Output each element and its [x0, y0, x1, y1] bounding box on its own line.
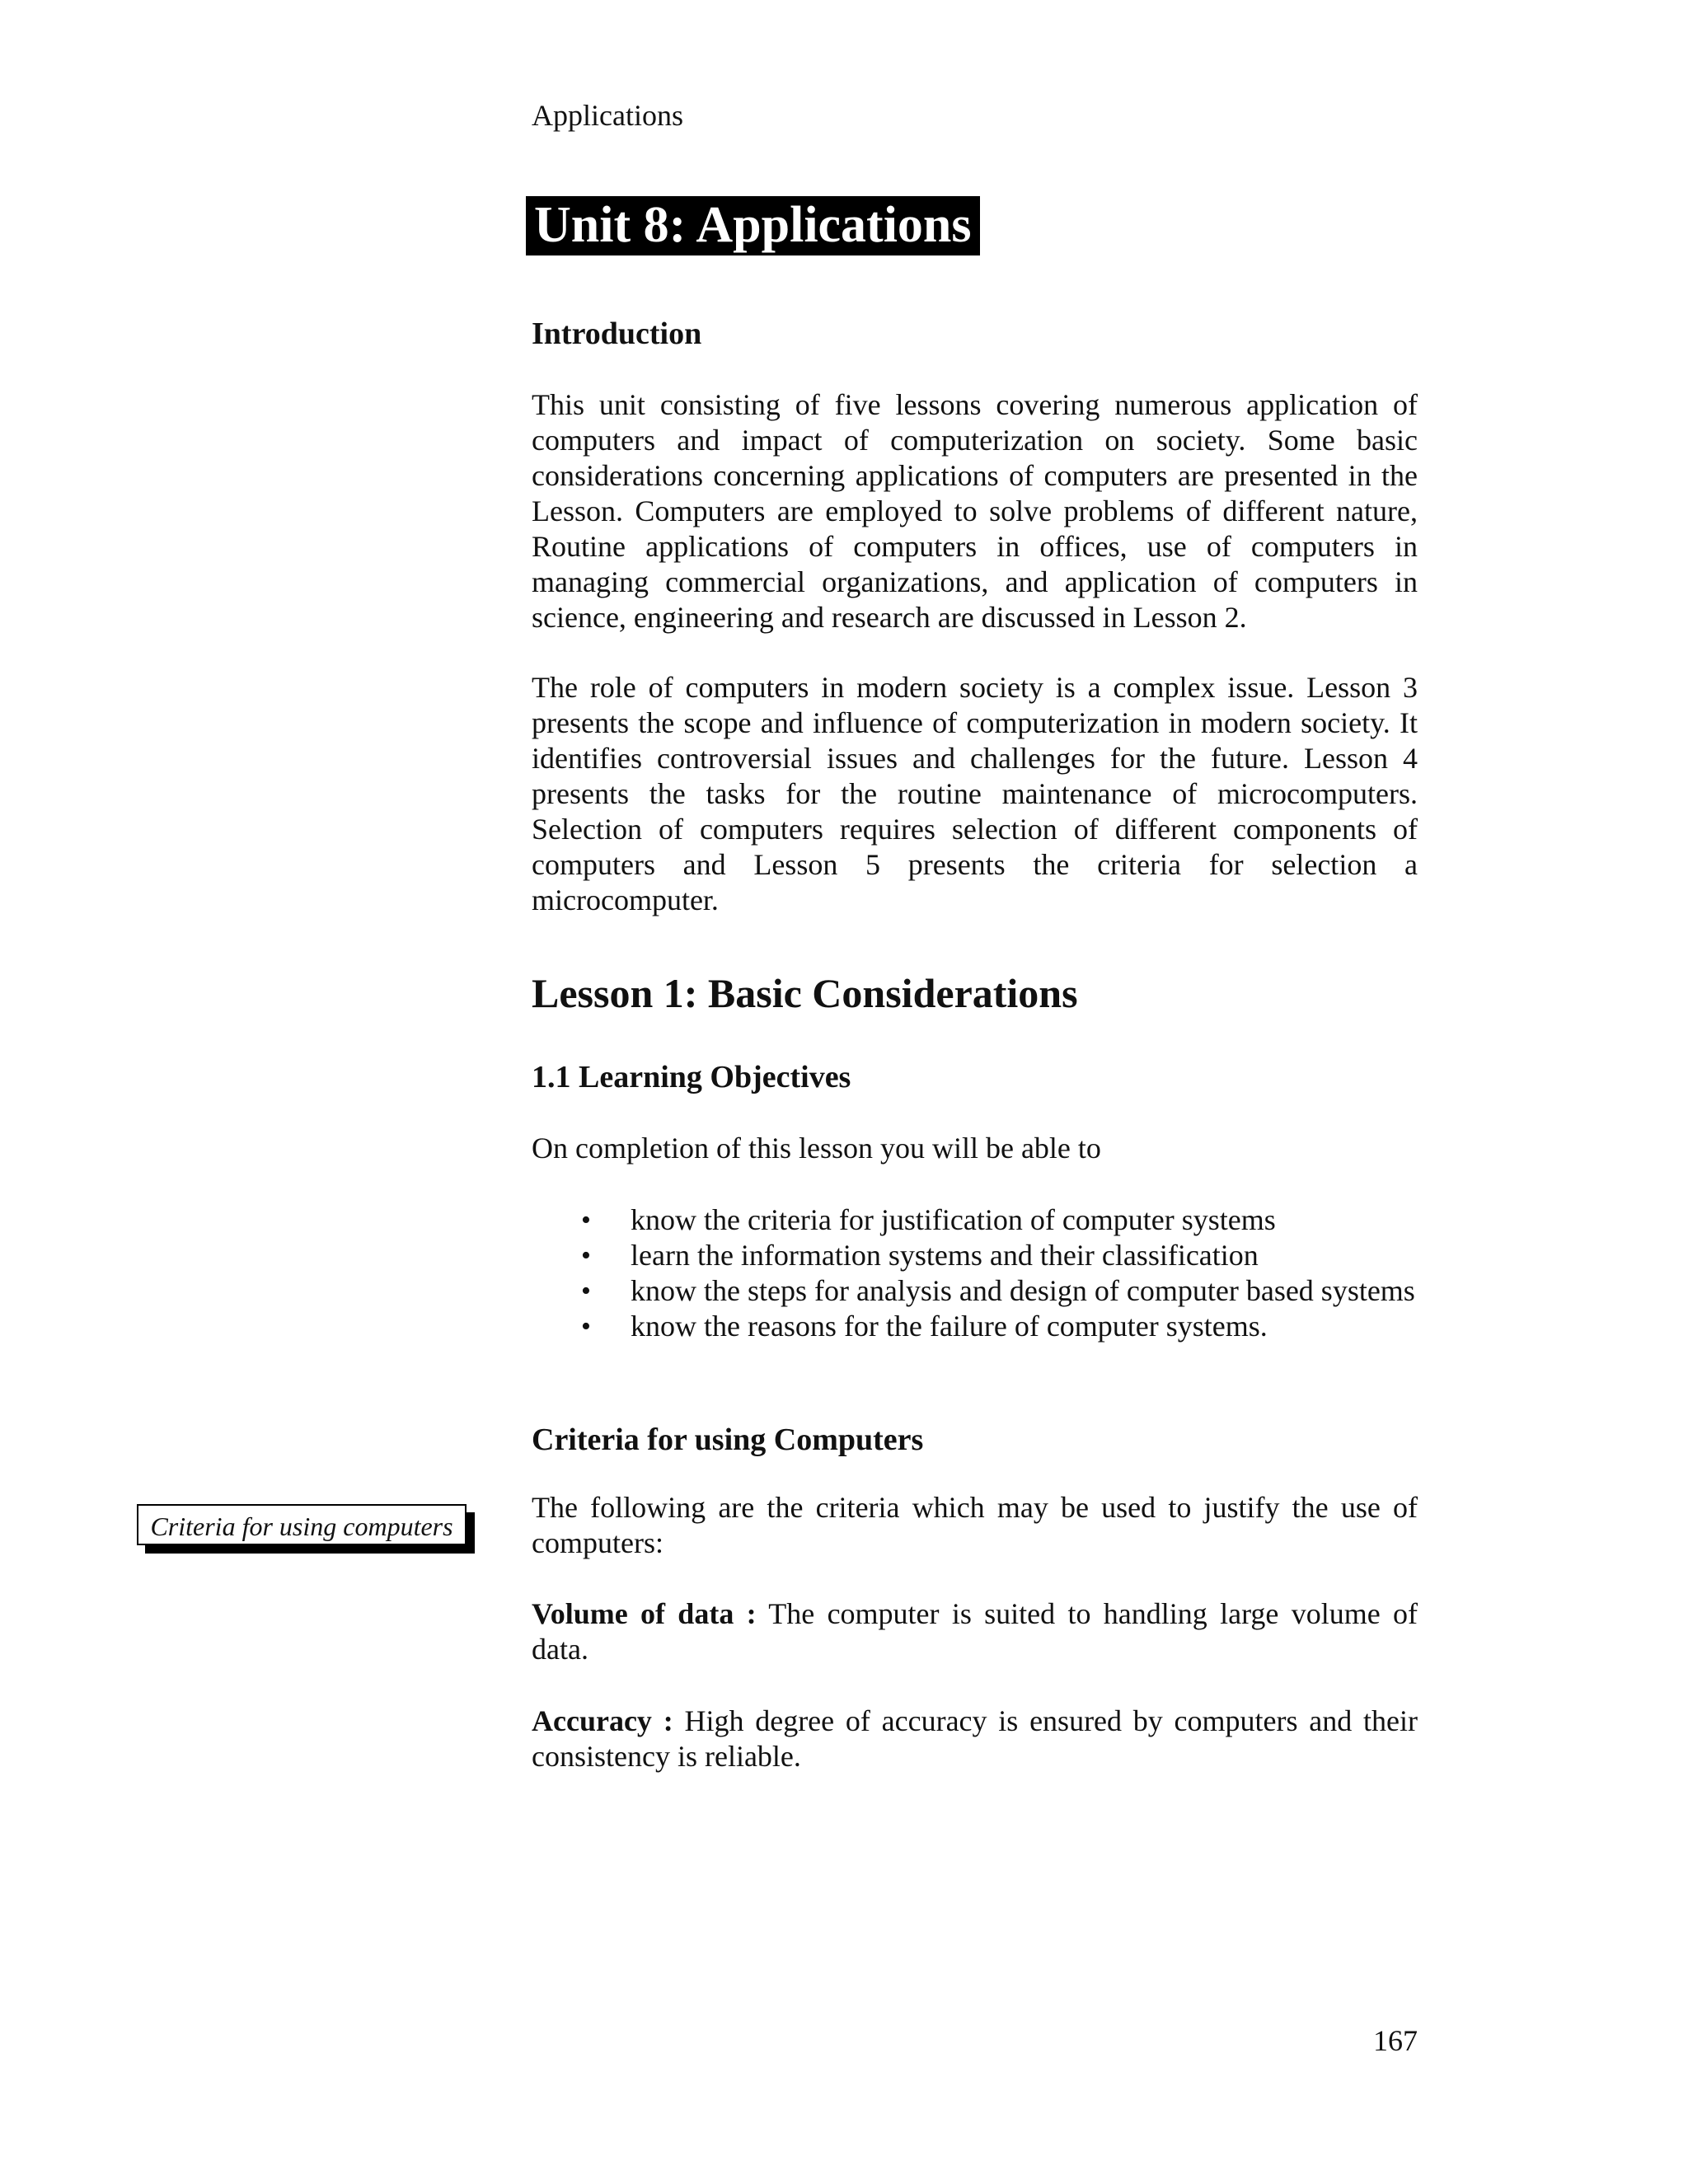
margin-note: Criteria for using computers: [137, 1504, 467, 1545]
criterion-accuracy: [532, 1704, 1418, 1774]
list-item: [532, 1238, 1418, 1273]
list-item: [532, 1273, 1418, 1309]
running-head: Applications: [532, 99, 683, 132]
list-item: [532, 1309, 1418, 1344]
introduction-paragraph-2: The role of computers in modern society is a complex issue. Lesson 3 presents the scope and influence of computerization in modern society. It identifies controversial issues and challenges for the future. Lesson 4 presents the tasks for the routine maintenance of microcomputers. Selection of computers requires selection of different components of computers and Lesson 5 presents the criteria for selection a microcomputer.: [532, 671, 1418, 916]
bullet-icon: •: [581, 1240, 591, 1271]
list-item-text: learn the information systems and their classification: [631, 1239, 1259, 1272]
criteria-heading: Criteria for using Computers: [532, 1422, 924, 1457]
criterion-label: Volume of data :: [532, 1597, 757, 1630]
criterion-label: Accuracy :: [532, 1704, 673, 1737]
introduction-heading: Introduction: [532, 316, 702, 351]
objectives-heading: 1.1 Learning Objectives: [532, 1060, 851, 1094]
list-item: [532, 1202, 1418, 1238]
objectives-list: [532, 1202, 1418, 1344]
page-number: 167: [1373, 2024, 1418, 2057]
bullet-icon: •: [581, 1311, 591, 1342]
list-item-text: know the criteria for justification of computer systems: [631, 1203, 1276, 1236]
introduction-paragraph-1: This unit consisting of five lessons covering numerous application of computers and impact of computerization on society. Some basic considerations concerning applications of computers are presented in the Lesson. Computers are employed to solve problems of different nature, Routine applications of computers in offices, use of computers in managing commercial organizations, and application of computers in science, engineering and research are discussed in Lesson 2.: [532, 388, 1418, 634]
bullet-icon: •: [581, 1276, 591, 1306]
lesson-title: Lesson 1: Basic Considerations: [532, 970, 1078, 1016]
bullet-icon: •: [581, 1205, 591, 1235]
criterion-volume-of-data: [532, 1596, 1418, 1667]
unit-title: Unit 8: Applications: [526, 196, 980, 255]
criteria-intro: The following are the criteria which may be used to justify the use of computers:: [532, 1491, 1418, 1559]
criterion-text: High degree of accuracy is ensured by computers and their consistency is reliable.: [532, 1704, 1418, 1773]
criterion-text: The computer is suited to handling large volume of data.: [532, 1597, 1418, 1666]
list-item-text: know the reasons for the failure of computer systems.: [631, 1310, 1268, 1343]
list-item-text: know the steps for analysis and design of computer based systems: [631, 1274, 1415, 1307]
objectives-intro: On completion of this lesson you will be able to: [532, 1132, 1101, 1165]
